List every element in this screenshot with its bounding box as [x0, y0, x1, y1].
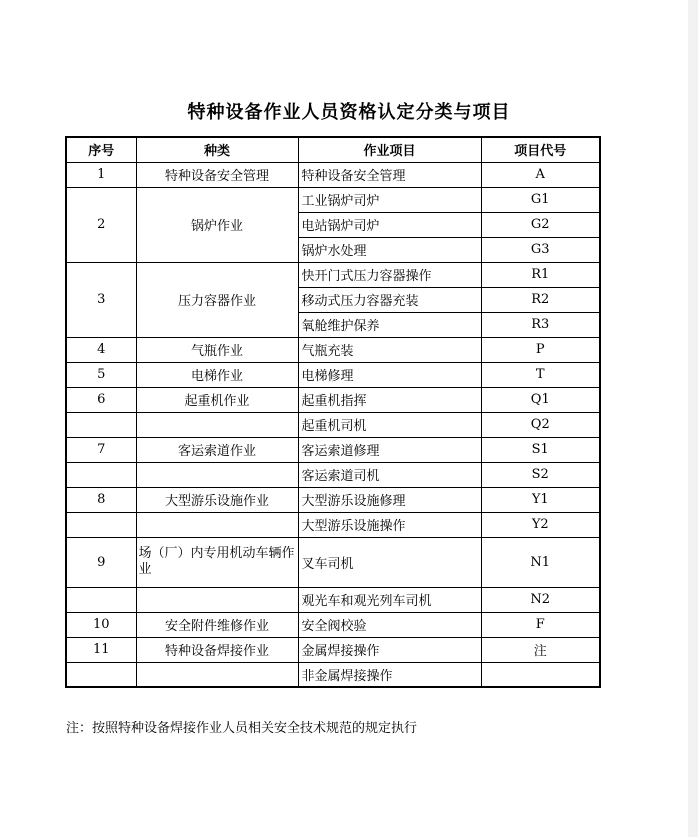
table-row [66, 637, 600, 662]
table-header-row [66, 137, 600, 162]
code-cell: R1 [481, 262, 600, 287]
header-code: 项目代号 [481, 137, 600, 162]
table-row [66, 337, 600, 362]
table-row [66, 512, 600, 537]
table-row [66, 262, 600, 287]
item-cell: 观光车和观光列车司机 [298, 587, 481, 612]
table-row [66, 612, 600, 637]
table-row [66, 387, 600, 412]
code-cell: Y2 [481, 512, 600, 537]
item-cell: 快开门式压力容器操作 [298, 262, 481, 287]
table-row [66, 537, 600, 587]
kind-cell: 气瓶作业 [136, 337, 298, 362]
item-cell: 金属焊接操作 [298, 637, 481, 662]
item-cell: 锅炉水处理 [298, 237, 481, 262]
seq-cell: 8 [66, 487, 136, 512]
document-title: 特种设备作业人员资格认定分类与项目 [187, 102, 511, 123]
kind-cell: 安全附件维修作业 [136, 612, 298, 637]
code-cell: S2 [481, 462, 600, 487]
table-row [66, 437, 600, 462]
item-cell: 客运索道司机 [298, 462, 481, 487]
item-cell: 安全阀校验 [298, 612, 481, 637]
code-cell: G3 [481, 237, 600, 262]
kind-cell: 电梯作业 [136, 362, 298, 387]
kind-cell: 锅炉作业 [136, 187, 298, 262]
item-cell: 非金属焊接操作 [298, 662, 481, 687]
table-row [66, 662, 600, 687]
code-cell: G1 [481, 187, 600, 212]
kind-cell [136, 587, 298, 612]
kind-cell: 压力容器作业 [136, 262, 298, 337]
table-row [66, 362, 600, 387]
kind-cell: 场（厂）内专用机动车辆作业 [136, 537, 298, 587]
seq-cell: 6 [66, 387, 136, 412]
table-row [66, 412, 600, 437]
seq-cell [66, 412, 136, 437]
code-cell: G2 [481, 212, 600, 237]
item-cell: 氧舱维护保养 [298, 312, 481, 337]
seq-cell: 10 [66, 612, 136, 637]
seq-cell: 2 [66, 187, 136, 262]
item-cell: 大型游乐设施操作 [298, 512, 481, 537]
code-cell: R3 [481, 312, 600, 337]
kind-cell: 特种设备安全管理 [136, 162, 298, 187]
footnote: 注：按照特种设备焊接作业人员相关安全技术规范的规定执行 [66, 721, 418, 736]
table-row [66, 587, 600, 612]
kind-cell [136, 462, 298, 487]
item-cell: 电站锅炉司炉 [298, 212, 481, 237]
code-cell: A [481, 162, 600, 187]
code-cell: Y1 [481, 487, 600, 512]
code-cell: N2 [481, 587, 600, 612]
seq-cell: 5 [66, 362, 136, 387]
code-cell: S1 [481, 437, 600, 462]
item-cell: 叉车司机 [298, 537, 481, 587]
seq-cell: 3 [66, 262, 136, 337]
kind-cell [136, 662, 298, 687]
item-cell: 电梯修理 [298, 362, 481, 387]
item-cell: 客运索道修理 [298, 437, 481, 462]
seq-cell [66, 587, 136, 612]
kind-cell: 大型游乐设施作业 [136, 487, 298, 512]
code-cell: P [481, 337, 600, 362]
header-seq: 序号 [66, 137, 136, 162]
table-row [66, 187, 600, 212]
seq-cell: 9 [66, 537, 136, 587]
code-cell: 注 [481, 637, 600, 662]
seq-cell: 7 [66, 437, 136, 462]
table-row [66, 487, 600, 512]
item-cell: 工业锅炉司炉 [298, 187, 481, 212]
qualification-table [65, 136, 601, 688]
kind-cell: 客运索道作业 [136, 437, 298, 462]
seq-cell [66, 462, 136, 487]
item-cell: 特种设备安全管理 [298, 162, 481, 187]
table-row [66, 462, 600, 487]
code-cell: F [481, 612, 600, 637]
header-item: 作业项目 [298, 137, 481, 162]
code-cell: T [481, 362, 600, 387]
code-cell: Q1 [481, 387, 600, 412]
item-cell: 移动式压力容器充装 [298, 287, 481, 312]
code-cell: R2 [481, 287, 600, 312]
kind-cell: 特种设备焊接作业 [136, 637, 298, 662]
code-cell: Q2 [481, 412, 600, 437]
item-cell: 起重机指挥 [298, 387, 481, 412]
seq-cell: 11 [66, 637, 136, 662]
seq-cell [66, 512, 136, 537]
code-cell [481, 662, 600, 687]
seq-cell: 1 [66, 162, 136, 187]
kind-cell: 起重机作业 [136, 387, 298, 412]
code-cell: N1 [481, 537, 600, 587]
table-row [66, 162, 600, 187]
seq-cell [66, 662, 136, 687]
item-cell: 起重机司机 [298, 412, 481, 437]
kind-cell [136, 412, 298, 437]
kind-cell [136, 512, 298, 537]
header-kind: 种类 [136, 137, 298, 162]
item-cell: 气瓶充装 [298, 337, 481, 362]
item-cell: 大型游乐设施修理 [298, 487, 481, 512]
seq-cell: 4 [66, 337, 136, 362]
